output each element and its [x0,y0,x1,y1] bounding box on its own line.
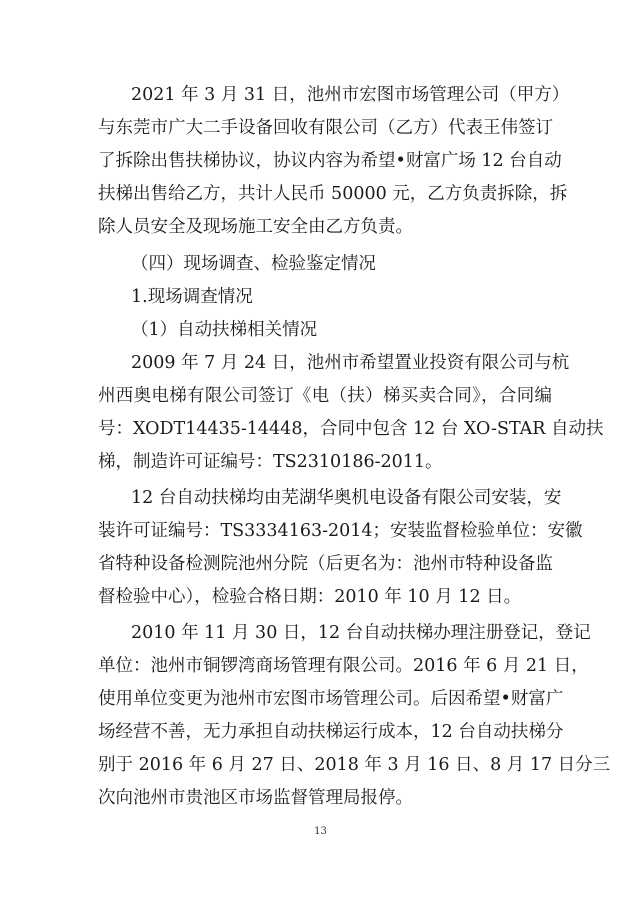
text-line: 2009 年 7 月 24 日，池州市希望置业投资有限公司与杭 [131,353,570,373]
text-line: 2010 年 11 月 30 日，12 台自动扶梯办理注册登记，登记 [131,623,591,643]
text-line: 与东莞市广大二手设备回收有限公司（乙方）代表王伟签订 [98,118,553,138]
text-line: 2021 年 3 月 31 日，池州市宏图市场管理公司（甲方） [131,85,570,105]
text-line: 号：XODT14435-14448，合同中包含 12 台 XO-STAR 自动扶 [98,419,604,439]
text-line: 次向池州市贵池区市场监督管理局报停。 [98,788,413,808]
text-line: 单位：池州市铜锣湾商场管理有限公司。2016 年 6 月 21 日， [98,656,589,676]
text-line: 梯，制造许可证编号：TS2310186-2011。 [98,452,443,472]
section-heading: （四）现场调查、检验鉴定情况 [131,254,376,274]
text-line: 了拆除出售扶梯协议，协议内容为希望•财富广场 12 台自动 [98,151,562,171]
subsection-heading: 1.现场调查情况 [131,287,253,307]
text-line: 扶梯出售给乙方，共计人民币 50000 元，乙方负责拆除，拆 [98,184,568,204]
text-line: 省特种设备检测院池州分院（后更名为：池州市特种设备监 [98,554,553,574]
text-line: 别于 2016 年 6 月 27 日、2018 年 3 月 16 日、8 月 17 日分三 [98,755,611,775]
text-line: 督检验中心），检验合格日期：2010 年 10 月 12 日。 [98,587,522,607]
text-line: 场经营不善，无力承担自动扶梯运行成本，12 台自动扶梯分 [98,722,564,742]
text-line: 12 台自动扶梯均由芜湖华奥机电设备有限公司安装，安 [131,488,562,508]
text-line: 州西奥电梯有限公司签订《电（扶）梯买卖合同》，合同编 [98,386,552,406]
text-line: 装许可证编号：TS3334163-2014；安装监督检验单位：安徽 [98,521,583,541]
text-line: 使用单位变更为池州市宏图市场管理公司。后因希望•财富广 [98,689,564,709]
item-heading: （1）自动扶梯相关情况 [131,320,318,340]
page-number: 13 [314,826,327,837]
text-line: 除人员安全及现场施工安全由乙方负责。 [98,217,413,237]
